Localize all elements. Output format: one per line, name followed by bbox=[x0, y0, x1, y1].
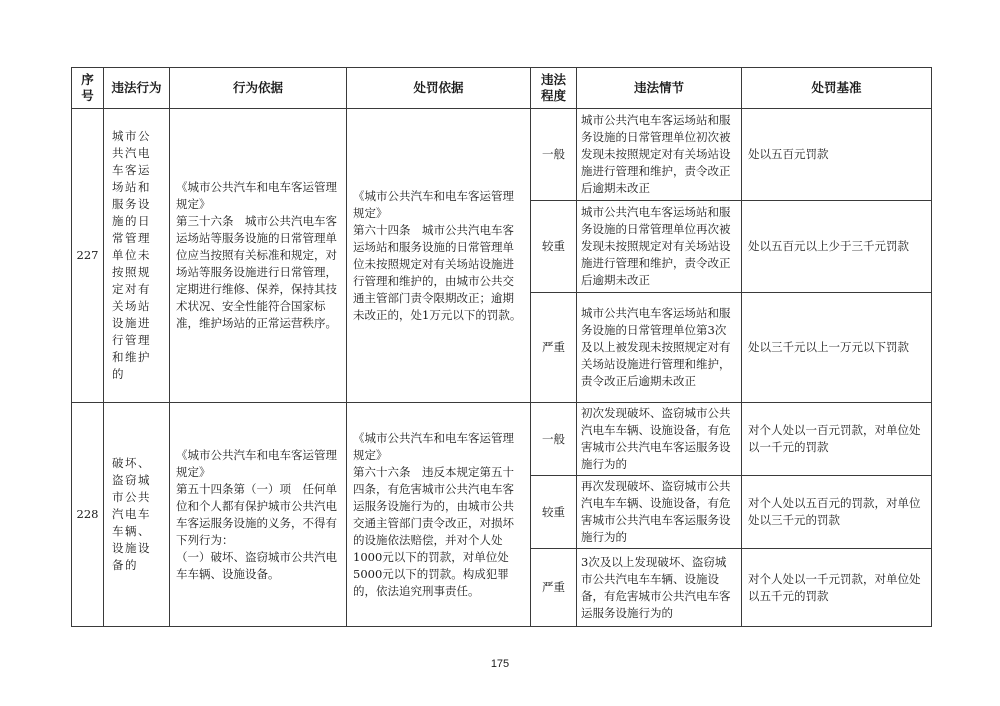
basis-cell bbox=[170, 109, 347, 403]
basis-item: （一）破坏、盗窃城市公共汽电车车辆、设施设备。 bbox=[176, 549, 337, 581]
table-row bbox=[72, 109, 932, 201]
penalty-title: 《城市公共汽车和电车客运管理规定》 bbox=[353, 430, 514, 462]
standard-cell: 对个人处以五百元的罚款，对单位处以三千元的罚款 bbox=[742, 476, 932, 549]
degree-cell: 一般 bbox=[531, 109, 577, 201]
situation-cell: 城市公共汽电车客运场站和服务设施的日常管理单位初次被发现未按照规定对有关场站设施进行管理和维护，责令改正后逾期未改正 bbox=[577, 109, 742, 201]
row-number: 228 bbox=[72, 403, 104, 627]
header-violation: 违法行为 bbox=[104, 68, 170, 109]
basis-title: 《城市公共汽车和电车客运管理规定》 bbox=[176, 447, 337, 479]
penalty-basis-cell bbox=[347, 403, 531, 627]
header-situation: 违法情节 bbox=[577, 68, 742, 109]
situation-cell: 城市公共汽电车客运场站和服务设施的日常管理单位第3次及以上被发现未按照规定对有关场站设施进行管理和维护，责令改正后逾期未改正 bbox=[577, 293, 742, 403]
penalty-standards-table bbox=[71, 67, 932, 627]
penalty-text: 第六十四条 城市公共汽电车客运场站和服务设施的日常管理单位未按照规定对有关场站设施进行管理和维护的，由城市公共交通主管部门责令限期改正；逾期未改正的，处1万元以下的罚款。 bbox=[353, 222, 522, 322]
header-standard: 处罚基准 bbox=[742, 68, 932, 109]
basis-title: 《城市公共汽车和电车客运管理规定》 bbox=[176, 180, 337, 211]
header-no: 序号 bbox=[72, 68, 104, 109]
table-row bbox=[72, 403, 932, 476]
violation-cell: 破坏、盗窃城市公共汽电车车辆、设施设备的 bbox=[104, 403, 170, 627]
situation-cell: 初次发现破坏、盗窃城市公共汽电车车辆、设施设备，有危害城市公共汽电车客运服务设施行为的 bbox=[577, 403, 742, 476]
header-row bbox=[72, 68, 932, 109]
situation-cell: 城市公共汽电车客运场站和服务设施的日常管理单位再次被发现未按照规定对有关场站设施进行管理和维护，责令改正后逾期未改正 bbox=[577, 201, 742, 293]
header-degree: 违法程度 bbox=[531, 68, 577, 109]
degree-cell: 较重 bbox=[531, 201, 577, 293]
header-basis: 行为依据 bbox=[170, 68, 347, 109]
degree-cell: 一般 bbox=[531, 403, 577, 476]
basis-text: 第三十六条 城市公共汽电车客运场站等服务设施的日常管理单位应当按照有关标准和规定，对场站等服务设施进行日常管理，定期进行维修、保养，保持其技术状况、安全性能符合国家标准，维护场站的正常运营秩序。 bbox=[176, 214, 337, 330]
penalty-basis-cell bbox=[347, 109, 531, 403]
page-number: 175 bbox=[490, 658, 510, 670]
header-penalty-basis: 处罚依据 bbox=[347, 68, 531, 109]
degree-cell: 较重 bbox=[531, 476, 577, 549]
situation-cell: 再次发现破坏、盗窃城市公共汽电车车辆、设施设备，有危害城市公共汽电车客运服务设施行为的 bbox=[577, 476, 742, 549]
standard-cell: 对个人处以一百元罚款，对单位处以一千元的罚款 bbox=[742, 403, 932, 476]
degree-cell: 严重 bbox=[531, 549, 577, 627]
situation-cell: 3次及以上发现破坏、盗窃城市公共汽电车车辆、设施设备，有危害城市公共汽电车客运服务设施行为的 bbox=[577, 549, 742, 627]
standard-cell: 对个人处以一千元罚款，对单位处以五千元的罚款 bbox=[742, 549, 932, 627]
degree-cell: 严重 bbox=[531, 293, 577, 403]
basis-cell bbox=[170, 403, 347, 627]
violation-cell: 城市公共汽电车客运场站和服务设施的日常管理单位未按照规定对有关场站设施进行管理和维护的 bbox=[104, 109, 170, 403]
row-number: 227 bbox=[72, 109, 104, 403]
standard-cell: 处以五百元以上少于三千元罚款 bbox=[742, 201, 932, 293]
standard-cell: 处以三千元以上一万元以下罚款 bbox=[742, 293, 932, 403]
standard-cell: 处以五百元罚款 bbox=[742, 109, 932, 201]
basis-text: 第五十四条第（一）项 任何单位和个人都有保护城市公共汽电车客运服务设施的义务，不得有下列行为： bbox=[176, 481, 337, 547]
penalty-text: 第六十六条 违反本规定第五十四条，有危害城市公共汽电车客运服务设施行为的，由城市公共交通主管部门责令改正，对损坏的设施依法赔偿，并对个人处1000元以下的罚款，对单位处5000元以下的罚款。构成犯罪的，依法追究刑事责任。 bbox=[353, 464, 514, 598]
penalty-title: 《城市公共汽车和电车客运管理规定》 bbox=[353, 188, 514, 220]
